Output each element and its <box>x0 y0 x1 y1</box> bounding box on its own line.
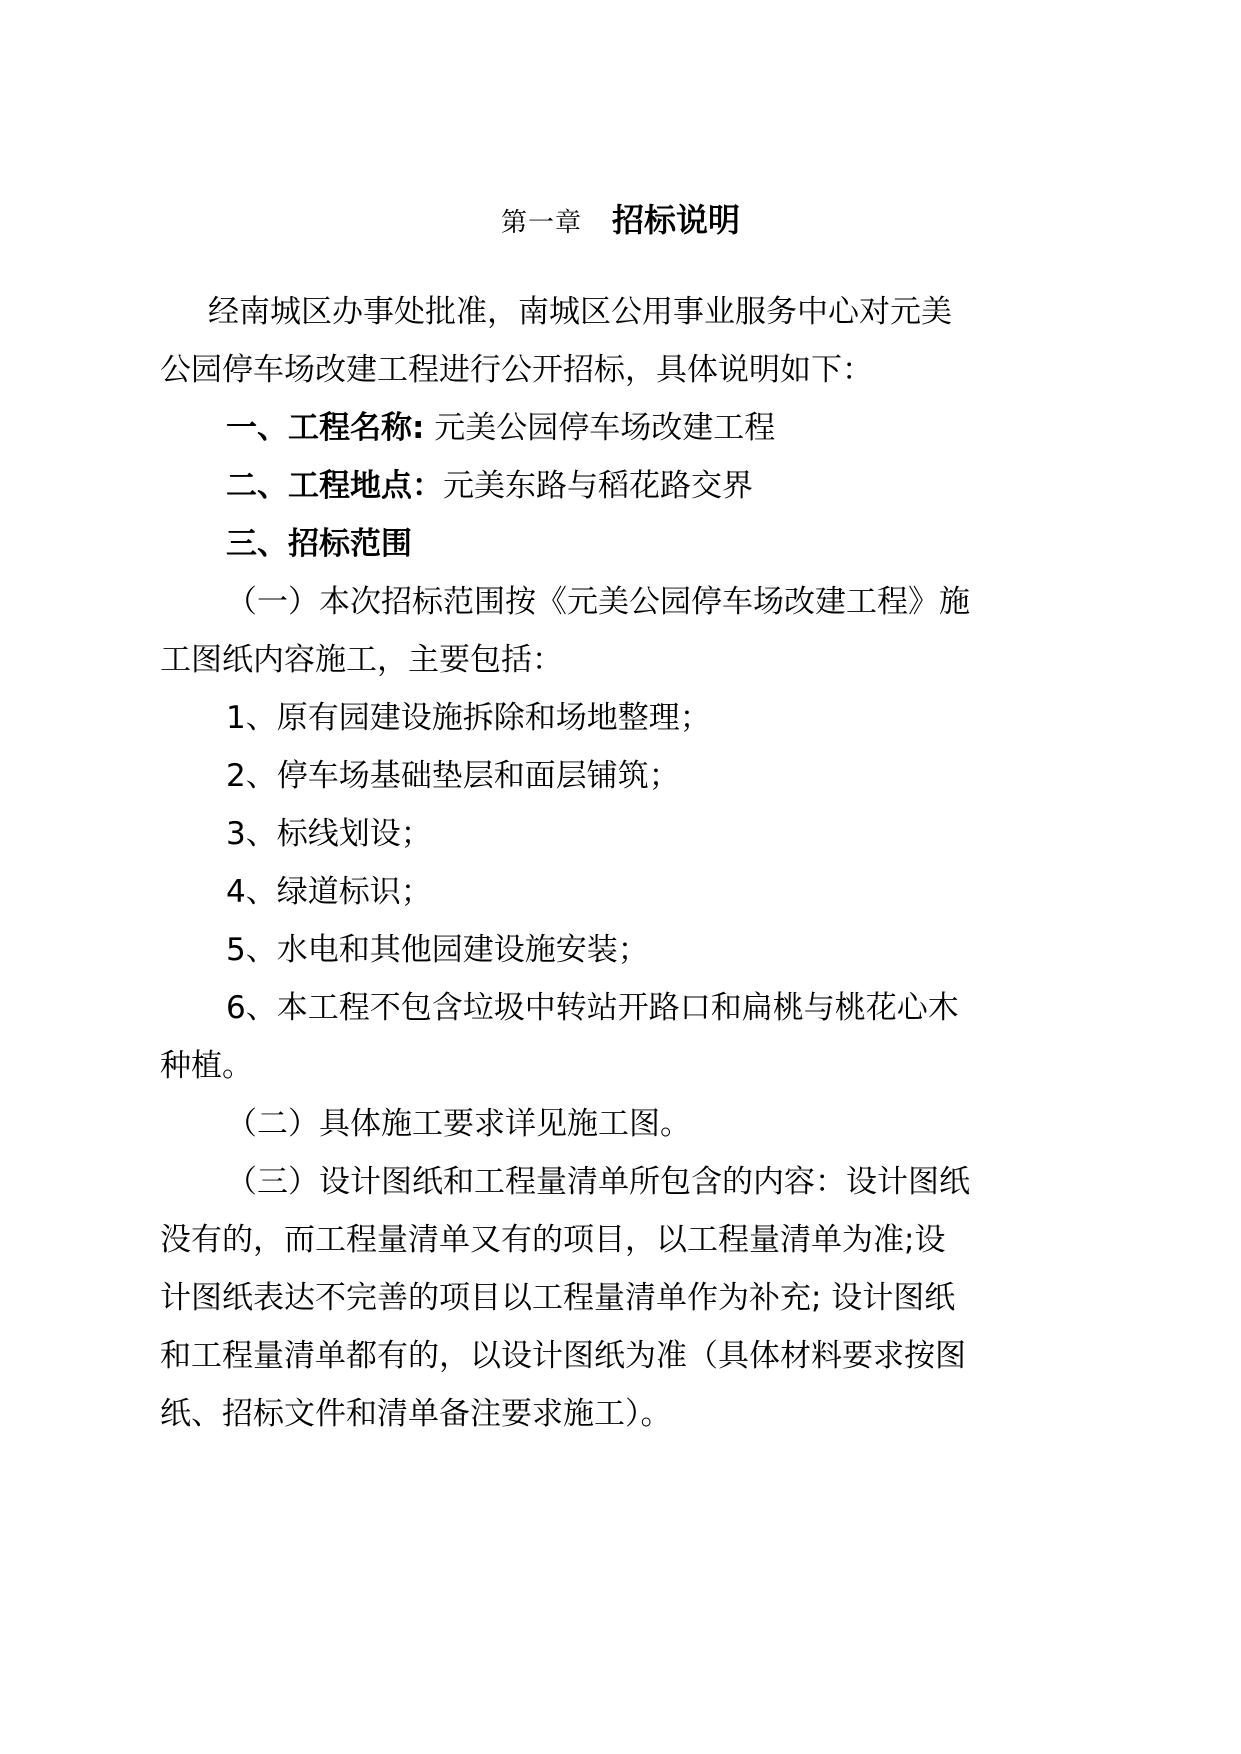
scope-item-5: 5、水电和其他园建设施安装； <box>226 932 649 968</box>
chapter-number: 第一章 <box>500 208 582 238</box>
project-location-value: 元美东路与稻花路交界 <box>443 468 753 504</box>
scope-3-line-1: （三）设计图纸和工程量清单所包含的内容：设计图纸 <box>226 1164 970 1200</box>
project-name-value: 元美公园停车场改建工程 <box>434 410 776 446</box>
chapter-title: 招标说明 <box>612 201 741 239</box>
chapter-heading <box>0 198 1241 248</box>
scope-item-3: 3、标线划设； <box>226 816 432 852</box>
bid-scope-heading: 三、招标范围 <box>226 526 412 562</box>
scope-1-line-1: （一）本次招标范围按《元美公园停车场改建工程》施 <box>226 584 970 620</box>
intro-line-1: 经南城区办事处批准，南城区公用事业服务中心对元美 <box>208 294 952 330</box>
scope-2-line-1: （二）具体施工要求详见施工图。 <box>226 1106 691 1142</box>
scope-3-line-2: 没有的，而工程量清单又有的项目，以工程量清单为准;设 <box>160 1222 946 1258</box>
scope-3-line-5: 纸、招标文件和清单备注要求施工）。 <box>160 1396 672 1432</box>
scope-item-6-continued: 种植。 <box>160 1048 253 1084</box>
project-location-label: 二、工程地点： <box>226 468 443 504</box>
project-name-line <box>226 408 775 448</box>
intro-line-2: 公园停车场改建工程进行公开招标，具体说明如下： <box>160 352 873 388</box>
scope-3-line-3: 计图纸表达不完善的项目以工程量清单作为补充; 设计图纸 <box>160 1280 956 1316</box>
scope-1-line-2: 工图纸内容施工，主要包括： <box>160 642 563 678</box>
scope-3-line-4: 和工程量清单都有的，以设计图纸为准（具体材料要求按图 <box>160 1338 966 1374</box>
scope-item-1: 1、原有园建设施拆除和场地整理； <box>226 700 711 736</box>
scope-item-4: 4、绿道标识； <box>226 874 432 910</box>
project-name-label: 一、工程名称: <box>226 410 425 446</box>
scope-item-6: 6、本工程不包含垃圾中转站开路口和扁桃与桃花心木 <box>226 990 959 1026</box>
scope-item-2: 2、停车场基础垫层和面层铺筑； <box>226 758 680 794</box>
project-location-line <box>226 466 753 506</box>
